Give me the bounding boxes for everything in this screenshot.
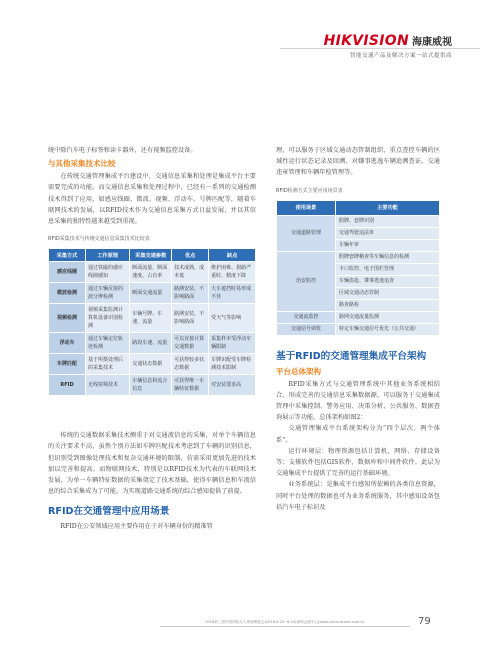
table-header-cell: 主要功能 (336, 200, 440, 215)
table-cell: 交通流监控 (277, 311, 336, 323)
paragraph-architecture: RFID采集方式与交通管理系统中其他业务系统相结合，形成完善的交通信息采集数据源，可以服务于交通集成管理中采集控制、警务应用、决策分析、公共服务、数据查询展示等功能。总体架构如图2： (276, 380, 440, 422)
table-cell: 车辆信息和流合信息 (130, 375, 172, 396)
hikvision-logo (324, 30, 452, 59)
table-header-cell: 使用场景 (277, 200, 336, 215)
paragraph-layers: 交通管理集成平台系统架构分为“四个层次、两个体系”。 (276, 425, 440, 444)
table-row (277, 311, 440, 323)
table-cell: 区域交通动态管制 (336, 287, 440, 299)
logo-chinese-name: 海康威视 (412, 37, 452, 48)
table-row (277, 215, 440, 227)
intro-paragraph: 统中除汽车电子标签和读卡器外，还有视频监控设备。 (48, 147, 197, 154)
table-cell: 车牌识配受车牌检测技术限制 (209, 354, 256, 375)
scenario-table (276, 200, 440, 336)
table-cell: 基于所摄处理后的采集技术 (86, 354, 130, 375)
table-cell: 路段车速、流量 (130, 333, 172, 354)
table-row (49, 283, 256, 304)
table-cell: 采集样本受浮动车辆限制 (209, 333, 256, 354)
right-column (276, 145, 440, 513)
paragraph-rfid-police: RFID在公安领域应用主要作用在于对车辆身份的精准管 (60, 523, 213, 531)
table-cell: 交通驾驶违法单 (336, 227, 440, 239)
table-header-cell: 优点 (172, 249, 209, 262)
table-cell: 断面流量、断面速度、占有率 (130, 262, 172, 283)
table-row (49, 262, 256, 283)
footer-rule (160, 626, 410, 627)
table-row (49, 304, 256, 333)
table1-caption: RFID采集技术与传统交通信息采集技术比较表 (48, 236, 150, 243)
table-cell: 大车遮挡时易形成不佳 (209, 283, 256, 304)
table-header-row (277, 200, 440, 215)
table-cell: 车牌匹配 (49, 354, 86, 375)
paragraph-runtime: 运行环境层：物理资源包括计算机、网络、存储设备等；支撑软件包括GIS软件、数据库和中间件软件。此层为交通集成平台提供了完善的运行基础环境。 (276, 447, 440, 478)
paragraph-business: 业务系统层：是集成平台感知所依赖的各类信息资源，同时平台处理的数据也可为业务系统服务，其中感知设备包括汽车电子标识及 (276, 481, 440, 511)
table-cell: 感应线圈 (49, 262, 86, 283)
paragraph-traditional: 在传统交通管理集成平台建设中，交通信息采集和处理是集成平台主要需要完成的功能。而交通信息采集和处理过程中，已经有一系列的交通检测技术得到了应用，如感应线圈、微波、视频、浮动车、号牌匹配等，随着车联网技术的发展，以RFID技术作为交通信息采集方式日益发展，并以其信息采集的独特性越来越受到重视。 (48, 173, 256, 226)
table-cell: 对安装要求高 (209, 375, 256, 396)
table-cell: 车辆盗抢、肇事逃逸追查 (336, 275, 440, 287)
logo-tagline: 智能交通产品及解决方案一站式提供商 (349, 53, 452, 59)
table-cell: 通过车辆反射的波分辨检测 (86, 283, 130, 304)
table-cell: 路查路检 (336, 299, 440, 311)
table-header-cell: 采集方式 (49, 249, 86, 262)
table-cell: 可获得较多状态数据 (172, 354, 209, 375)
logo-wordmark: HIKVISION (323, 33, 409, 49)
table-cell: 断面交通流量 (130, 283, 172, 304)
table-cell: 无线射频技术 (86, 375, 130, 396)
table-cell: 受天气等影响 (209, 304, 256, 333)
table-cell: 交通道路管理 (277, 215, 336, 251)
table-header-row (49, 249, 256, 262)
table-cell: 可以直接计算交通数据 (172, 333, 209, 354)
table-cell: 浮动车 (49, 333, 86, 354)
table-cell: 车辆号牌、车速、流量 (130, 304, 172, 333)
table-cell: 交通状态数据 (130, 354, 172, 375)
table-row (277, 251, 440, 263)
subheading-comparison: 与其他采集技术比较 (48, 159, 116, 169)
table-cell: 通过铁磁的感应线圈感知 (86, 262, 130, 283)
table-row (49, 333, 256, 354)
subheading-architecture: 平台总体架构 (276, 366, 321, 376)
paragraph-continued: 理，可以服务于区域交通动态管制组织、重点查控车辆的区域性运行状态记录及回溯、对嫌事逃逸车辆追溯查证、交通违章管理和车辆年检管理等。 (276, 147, 440, 177)
footer-text: 2016第三届中国国际无人系统博览会(2016.6.22~6.24)深圳会展中心|www.china-drone.com.cn (205, 620, 365, 624)
comparison-table (48, 248, 256, 396)
table-cell: 车辆年审 (336, 239, 440, 251)
table-row (49, 375, 256, 396)
table-header-cell: 工作原理 (86, 249, 130, 262)
section-heading-platform: 基于RFID的交通管理集成平台架构 (276, 350, 427, 362)
paragraph-iot: 传统的交通数据采集技术侧重于对交通流信息的采集，对单个车辆信息的关注要求不高，虽然个别方法如车牌匹配技术考虑到了车辆的识别信息，但识别受到图像处理技术和复杂交通环境的限制，仿需采用更加先进的技术加以完善和提高。而物联网技术，特别是以RFID技术为代表的车联网技术发展，为单一车辆特征数据的采集奠定了技术基础，使得车辆信息和车流信息的综合采集成为了可能，为实现道路交通系统的综合感知提供了前提。 (48, 432, 256, 496)
table-cell: 路网交通流量监测 (336, 311, 440, 323)
table-cell: 假牌套牌稽查等车辆信息的检测 (336, 251, 440, 263)
table2-caption: RFID检测方式主要应用场景表 (276, 187, 343, 194)
left-column (48, 145, 256, 533)
page-number: 79 (418, 616, 431, 627)
table-cell: 可获得唯一车辆特征数据 (172, 375, 209, 396)
table-cell: 交通信号调优 (277, 323, 336, 335)
table-header-cell: 缺点 (209, 249, 256, 262)
table-row (49, 354, 256, 375)
table-cell: 卡口监控、电子围栏管理 (336, 263, 440, 275)
table-cell: 技术成熟、成本低 (172, 262, 209, 283)
page-header (0, 0, 480, 80)
section-heading-scenarios: RFID在交通管理中应用场景 (48, 506, 170, 518)
table-cell: 视频采集监测计算机设备识别检测 (86, 304, 130, 333)
table-cell: 路测安装，不影响路面 (172, 304, 209, 333)
table-header-cell: 采集交通参数 (130, 249, 172, 262)
table-cell: 特定车辆交通信号优先（公共交通） (336, 323, 440, 335)
table-cell: RFID (49, 375, 86, 396)
table-cell: 通过车辆定位轨迹检测 (86, 333, 130, 354)
table-cell: 视频检测 (49, 304, 86, 333)
table-cell: 假牌、套牌识别 (336, 215, 440, 227)
table-row (277, 323, 440, 335)
table-cell: 维护困难、损路严重时、精度下降 (209, 262, 256, 283)
table-cell: 路测安装，不影响路面 (172, 283, 209, 304)
table-cell: 微波检测 (49, 283, 86, 304)
table-cell: 治安防控 (277, 251, 336, 311)
